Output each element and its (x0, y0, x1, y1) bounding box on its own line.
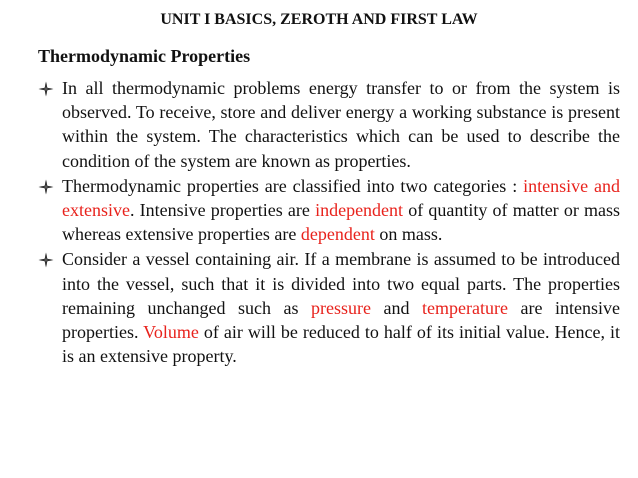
bullet-text-part: Thermodynamic properties are classified into two categories : (62, 175, 524, 196)
bullet-list (36, 76, 620, 369)
unit-title: UNIT I BASICS, ZEROTH AND FIRST LAW (160, 11, 478, 28)
highlight-volume: Volume (143, 322, 199, 343)
section-title: Thermodynamic Properties (38, 46, 251, 66)
highlight-pressure: pressure (311, 297, 371, 318)
bullet-item (36, 247, 620, 368)
diamond-bullet-icon (38, 252, 54, 268)
bullet-text-part: of quantity of matter or mass whereas extensive properties are (62, 200, 620, 245)
bullet-text-part: of air will be reduced to half of its initial value. Hence, it is an extensive property. (62, 322, 620, 367)
bullet-item (36, 76, 620, 173)
highlight-dependent: dependent (300, 224, 375, 245)
bullet-text-part: . Intensive properties are (129, 200, 316, 221)
diamond-bullet-icon (38, 81, 54, 97)
bullet-text: In all thermodynamic problems energy transfer to or from the system is observed. To receive, store and deliver energy a working substance is present within the system. The characteristics which can be used to describe the condition of the system are known as properties. (62, 78, 620, 171)
bullet-text-part: on mass. (374, 224, 443, 245)
bullet-item (36, 174, 620, 247)
bullet-text-part: are intensive properties. (62, 297, 620, 343)
highlight-intensive-extensive: intensive and extensive (62, 175, 620, 221)
bullet-text-part: and (371, 297, 423, 318)
highlight-temperature: temperature (422, 297, 508, 318)
bullet-text-part: Consider a vessel containing air. If a membrane is assumed to be introduced into the vessel, such that it is divided into two equal parts. The properties remaining unchanged such as (62, 249, 620, 318)
highlight-independent: independent (315, 200, 404, 221)
diamond-bullet-icon (38, 179, 54, 195)
